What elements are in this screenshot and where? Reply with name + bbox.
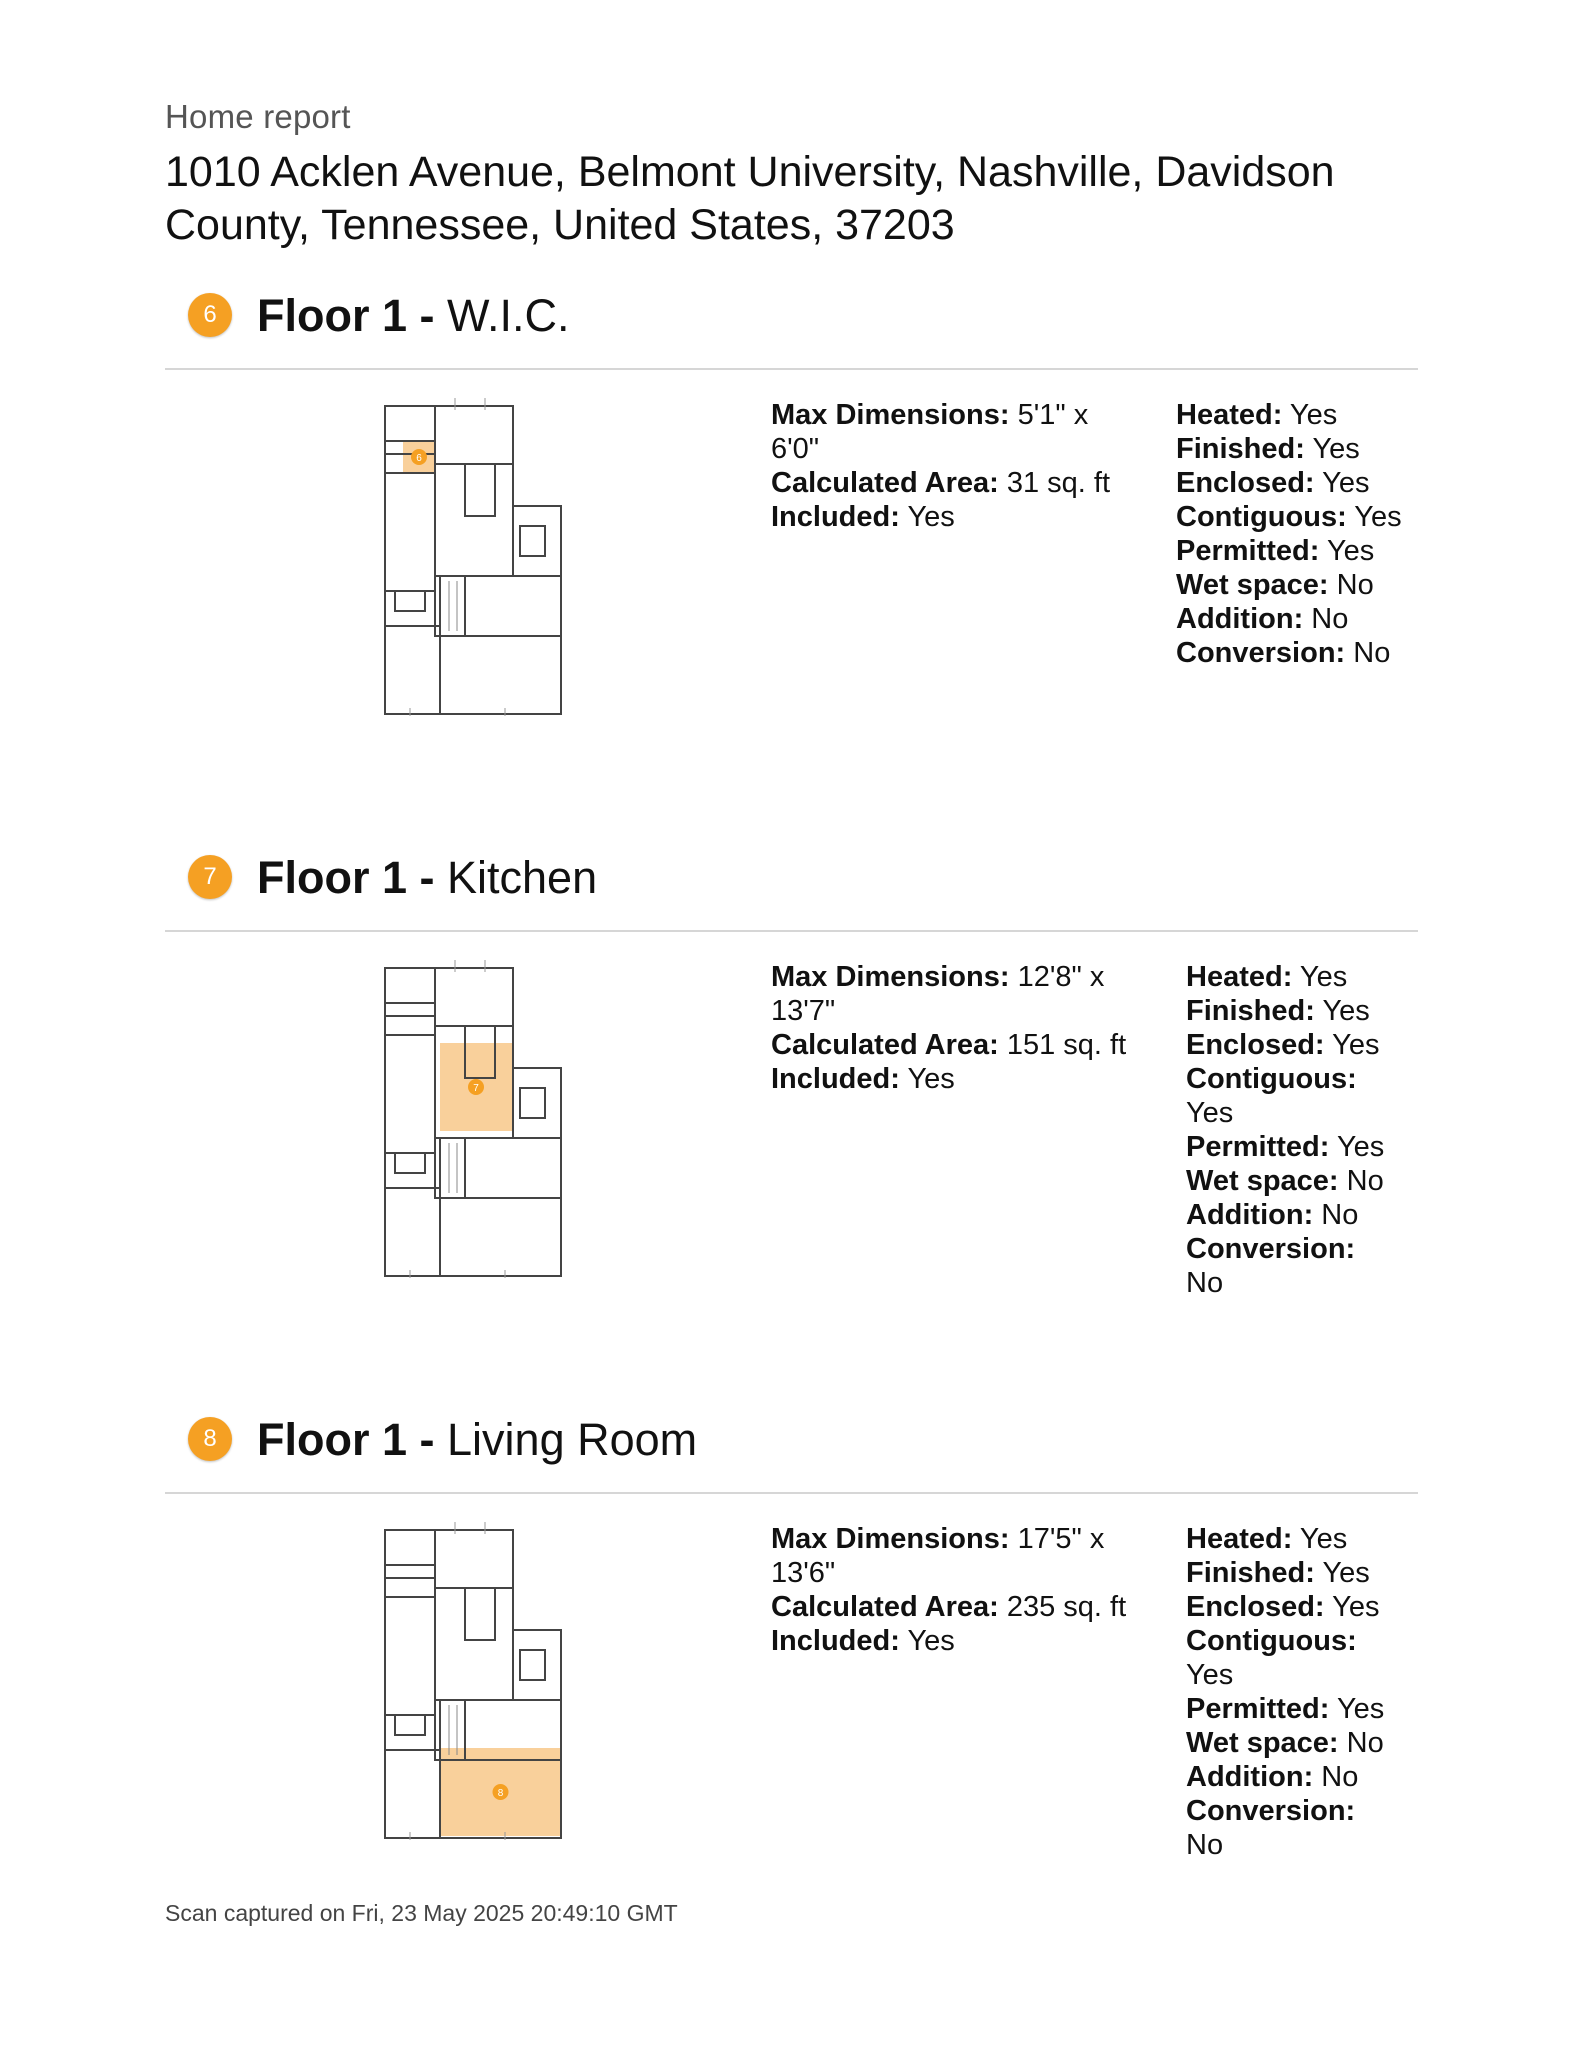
wet-space-label: Wet space: [1186, 1727, 1339, 1759]
included-value: Yes [907, 501, 955, 533]
addition-value: No [1311, 603, 1349, 635]
room-outline [385, 1153, 435, 1188]
conversion-label: Conversion: [1176, 637, 1346, 669]
area-value: 235 sq. ft [1006, 1591, 1127, 1623]
room-outline [435, 576, 561, 636]
permitted-label: Permitted: [1186, 1693, 1330, 1725]
room-section-kitchen [165, 848, 1418, 1378]
max-dimensions-row [771, 960, 1141, 1028]
included-row [771, 500, 1141, 534]
room-title [257, 850, 597, 906]
section-divider [165, 368, 1418, 370]
max-dimensions-value: 12'8" x 13'7" [771, 961, 1105, 1027]
room-outline [385, 968, 435, 1016]
permitted-value: Yes [1336, 1693, 1385, 1725]
floor-plan-thumbnail [365, 1520, 565, 1840]
room-outline [385, 1530, 435, 1578]
dimensions-block [771, 960, 1141, 1096]
section-divider [165, 930, 1418, 932]
heated-value: Yes [1299, 961, 1348, 993]
finished-label: Finished: [1176, 433, 1305, 465]
room-outline [435, 406, 513, 464]
heated-label: Heated: [1186, 1523, 1293, 1555]
room-outline [385, 591, 435, 626]
room-outline [395, 1715, 425, 1735]
scan-timestamp: Scan captured on Fri, 23 May 2025 20:49:10 GMT [165, 1900, 678, 1926]
dimensions-block [771, 1522, 1141, 1658]
enclosed-value: Yes [1322, 467, 1370, 499]
section-divider [165, 1492, 1418, 1494]
heated-label: Heated: [1186, 961, 1293, 993]
max-dimensions-value: 17'5" x 13'6" [771, 1523, 1105, 1589]
attributes-block [1176, 398, 1436, 670]
max-dimensions-label: Max Dimensions: [771, 399, 1010, 431]
room-outline [520, 1088, 545, 1118]
attributes-block [1186, 1522, 1396, 1862]
included-value: Yes [907, 1625, 955, 1657]
room-outline [440, 1138, 465, 1198]
room-name: W.I.C. [447, 290, 570, 341]
contiguous-label: Contiguous: [1176, 501, 1347, 533]
addition-value: No [1321, 1761, 1359, 1793]
addition-label: Addition: [1186, 1761, 1314, 1793]
wet-space-value: No [1336, 569, 1374, 601]
room-number-badge: 6 [188, 293, 232, 337]
conversion-value: No [1353, 637, 1391, 669]
room-outline [385, 1715, 435, 1750]
conversion-value: No [1186, 1267, 1224, 1299]
permitted-value: Yes [1326, 535, 1375, 567]
attributes-block [1186, 960, 1396, 1300]
addition-label: Addition: [1176, 603, 1304, 635]
floor-label: Floor 1 - [257, 1414, 435, 1465]
wet-space-label: Wet space: [1176, 569, 1329, 601]
floor-plan-thumbnail [365, 958, 565, 1278]
room-outline [395, 1153, 425, 1173]
area-label: Calculated Area: [771, 1029, 999, 1061]
room-name: Living Room [447, 1414, 698, 1465]
room-outline [465, 1588, 495, 1640]
heated-label: Heated: [1176, 399, 1283, 431]
finished-label: Finished: [1186, 1557, 1315, 1589]
room-section-living-room [165, 1410, 1418, 1940]
room-outline [385, 1750, 440, 1838]
room-outline [385, 473, 435, 591]
contiguous-label: Contiguous: [1186, 1063, 1357, 1095]
room-outline [385, 1188, 440, 1276]
included-row [771, 1624, 1141, 1658]
room-name: Kitchen [447, 852, 598, 903]
enclosed-label: Enclosed: [1186, 1029, 1325, 1061]
included-row [771, 1062, 1141, 1096]
room-outline [520, 1650, 545, 1680]
floor-plan-thumbnail [365, 396, 565, 716]
room-outline [440, 576, 465, 636]
max-dimensions-row [771, 398, 1141, 466]
area-label: Calculated Area: [771, 467, 999, 499]
room-outline [385, 626, 440, 714]
room-marker-number: 8 [497, 1788, 504, 1799]
area-row [771, 1590, 1141, 1624]
max-dimensions-label: Max Dimensions: [771, 961, 1010, 993]
finished-value: Yes [1312, 433, 1360, 465]
finished-label: Finished: [1186, 995, 1315, 1027]
room-title [257, 288, 570, 344]
wet-space-value: No [1346, 1165, 1384, 1197]
included-label: Included: [771, 501, 900, 533]
enclosed-label: Enclosed: [1176, 467, 1315, 499]
enclosed-value: Yes [1332, 1029, 1380, 1061]
property-address: 1010 Acklen Avenue, Belmont University, Nashville, Davidson County, Tennessee, United States, 37203 [165, 148, 1335, 249]
addition-value: No [1321, 1199, 1359, 1231]
conversion-label: Conversion: [1186, 1795, 1356, 1827]
room-outline [520, 526, 545, 556]
room-outline [435, 1530, 513, 1588]
permitted-value: Yes [1336, 1131, 1385, 1163]
report-label: Home report [165, 98, 351, 135]
dimensions-block [771, 398, 1141, 534]
room-outline [385, 1597, 435, 1715]
included-label: Included: [771, 1625, 900, 1657]
floor-label: Floor 1 - [257, 290, 435, 341]
contiguous-label: Contiguous: [1186, 1625, 1357, 1657]
area-row [771, 1028, 1141, 1062]
conversion-value: No [1186, 1829, 1224, 1861]
area-label: Calculated Area: [771, 1591, 999, 1623]
permitted-label: Permitted: [1186, 1131, 1330, 1163]
wet-space-value: No [1346, 1727, 1384, 1759]
room-outline [385, 1565, 435, 1597]
room-outline [440, 1198, 561, 1276]
room-outline [435, 1588, 513, 1700]
finished-value: Yes [1322, 1557, 1370, 1589]
max-dimensions-value: 5'1" x 6'0" [771, 399, 1089, 465]
room-outline [435, 464, 513, 576]
floor-label: Floor 1 - [257, 852, 435, 903]
included-label: Included: [771, 1063, 900, 1095]
area-value: 31 sq. ft [1006, 467, 1111, 499]
room-number-badge: 7 [188, 855, 232, 899]
max-dimensions-row [771, 1522, 1141, 1590]
max-dimensions-label: Max Dimensions: [771, 1523, 1010, 1555]
area-value: 151 sq. ft [1006, 1029, 1127, 1061]
contiguous-value: Yes [1354, 501, 1402, 533]
heated-value: Yes [1299, 1523, 1348, 1555]
contiguous-value: Yes [1186, 1097, 1234, 1129]
contiguous-value: Yes [1186, 1659, 1234, 1691]
addition-label: Addition: [1186, 1199, 1314, 1231]
room-marker-number: 6 [416, 453, 422, 464]
wet-space-label: Wet space: [1186, 1165, 1339, 1197]
room-outline [435, 968, 513, 1026]
room-outline [385, 1003, 435, 1035]
room-outline [395, 591, 425, 611]
enclosed-value: Yes [1332, 1591, 1380, 1623]
room-section-wic [165, 286, 1418, 816]
room-outline [385, 1035, 435, 1153]
area-row [771, 466, 1141, 500]
room-header [165, 286, 1418, 346]
room-number-badge: 8 [188, 1417, 232, 1461]
finished-value: Yes [1322, 995, 1370, 1027]
permitted-label: Permitted: [1176, 535, 1320, 567]
room-outline [435, 1138, 561, 1198]
room-title [257, 1412, 697, 1468]
conversion-label: Conversion: [1186, 1233, 1356, 1265]
room-header [165, 1410, 1418, 1470]
room-outline [465, 464, 495, 516]
included-value: Yes [907, 1063, 955, 1095]
enclosed-label: Enclosed: [1186, 1591, 1325, 1623]
room-outline [440, 636, 561, 714]
room-header [165, 848, 1418, 908]
heated-value: Yes [1289, 399, 1338, 431]
room-marker-number: 7 [473, 1083, 479, 1094]
